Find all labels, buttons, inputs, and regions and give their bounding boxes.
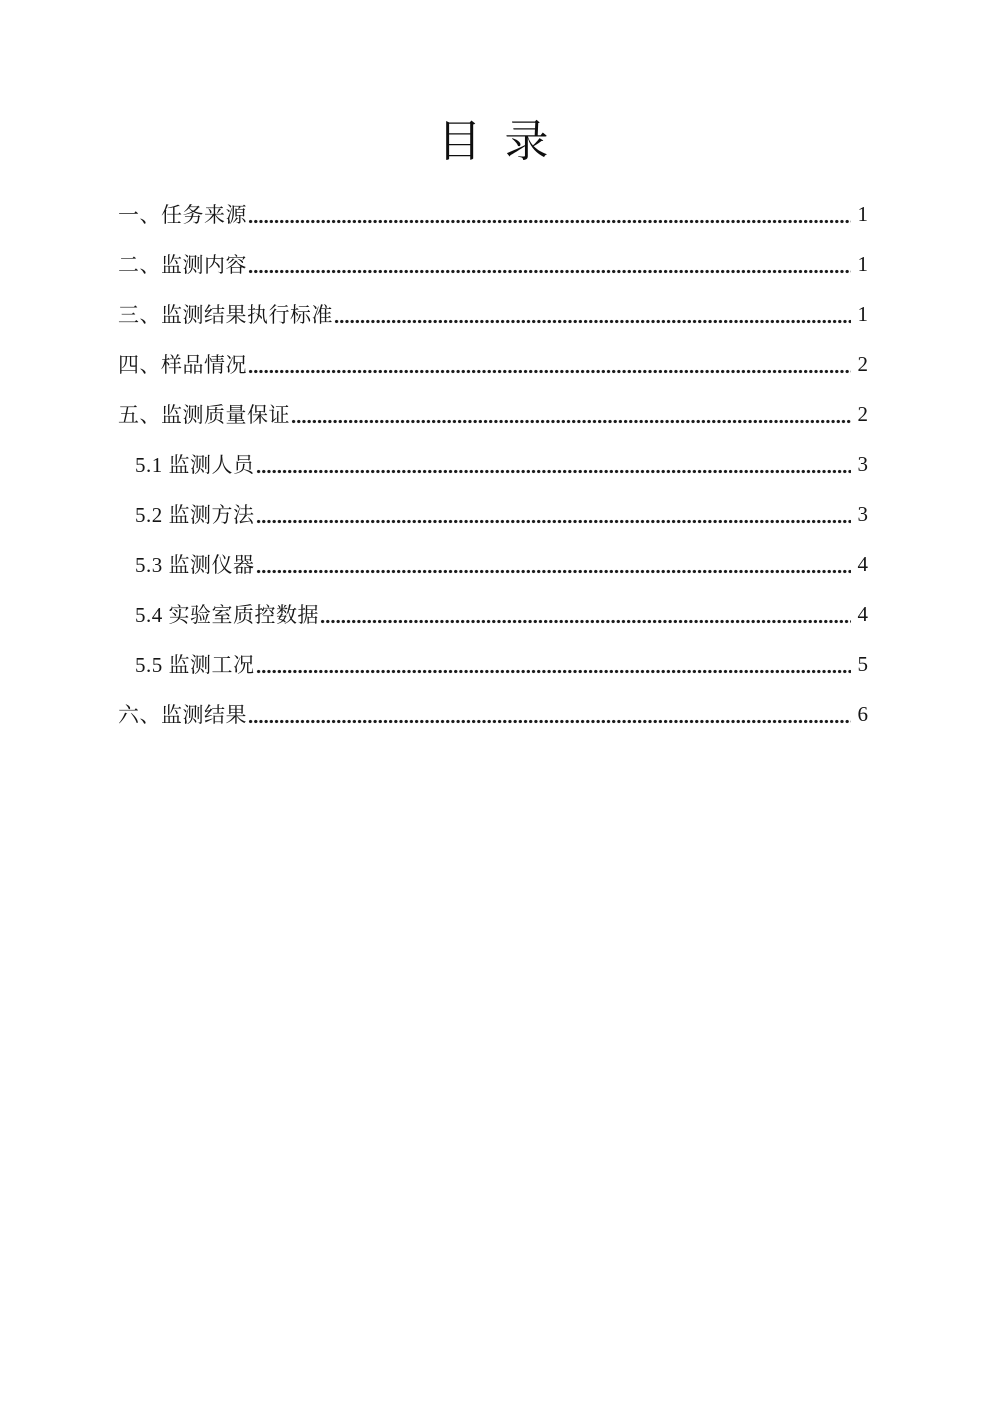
toc-page-number: 1: [857, 301, 868, 326]
toc-leader-dots: [291, 404, 851, 425]
toc-item: [118, 689, 868, 739]
toc-item-label: 5.4 实验室质控数据: [135, 603, 319, 628]
toc-item-label: 四、样品情况: [118, 353, 247, 378]
toc-item-label: 一、任务来源: [118, 203, 247, 228]
toc-item: [118, 439, 868, 489]
toc-item-label: 六、监测结果: [118, 703, 247, 728]
toc-item: [118, 589, 868, 639]
toc-item: [118, 289, 868, 339]
toc-page-number: 1: [857, 201, 868, 226]
toc-item-label: 5.5 监测工况: [135, 653, 255, 678]
toc-item-label: 三、监测结果执行标准: [118, 303, 333, 328]
toc-item: [118, 639, 868, 689]
toc-item-label: 5.2 监测方法: [135, 503, 255, 528]
toc-page-number: 3: [857, 501, 868, 526]
toc-item-label: 五、监测质量保证: [118, 403, 290, 428]
toc-page-number: 4: [857, 601, 868, 626]
toc-item-label: 二、监测内容: [118, 253, 247, 278]
toc-leader-dots: [248, 254, 851, 275]
toc-item: [118, 389, 868, 439]
toc-item-label: 5.1 监测人员: [135, 453, 255, 478]
toc-page-number: 3: [857, 451, 868, 476]
toc-item: [118, 489, 868, 539]
toc-leader-dots: [256, 454, 852, 475]
toc-item-label: 5.3 监测仪器: [135, 553, 255, 578]
toc-page-number: 6: [857, 701, 868, 726]
toc-leader-dots: [334, 304, 851, 325]
toc-item: [118, 539, 868, 589]
toc-page-number: 4: [857, 551, 868, 576]
toc-item: [118, 189, 868, 239]
toc-leader-dots: [248, 704, 851, 725]
page-title: 目 录: [437, 117, 555, 166]
toc-leader-dots: [320, 604, 851, 625]
toc-leader-dots: [256, 554, 852, 575]
toc-page-number: 1: [857, 251, 868, 276]
toc-page-number: 5: [857, 651, 868, 676]
toc-page-number: 2: [857, 351, 868, 376]
toc-leader-dots: [256, 504, 852, 525]
toc-leader-dots: [256, 654, 852, 675]
toc-item: [118, 239, 868, 289]
table-of-contents: [0, 189, 992, 739]
toc-leader-dots: [248, 204, 851, 225]
toc-item: [118, 339, 868, 389]
toc-leader-dots: [248, 354, 851, 375]
toc-page-number: 2: [857, 401, 868, 426]
